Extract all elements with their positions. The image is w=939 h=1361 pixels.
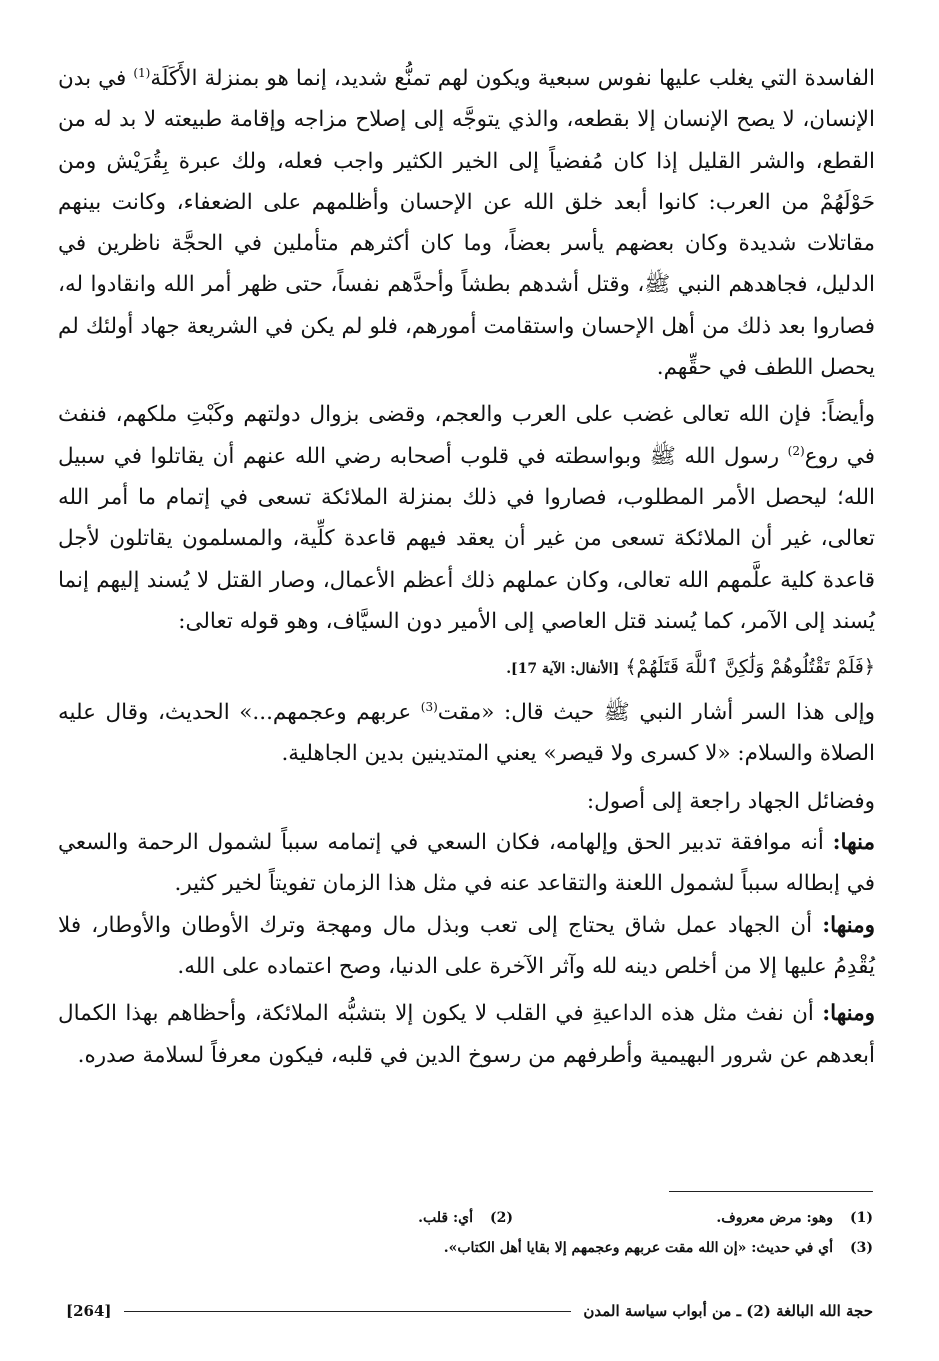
page-footer <box>66 1296 873 1326</box>
page-number: [264] <box>66 1302 112 1320</box>
paragraph-1: الفاسدة التي يغلب عليها نفوس سبعية ويكون لهم تمنُّع شديد، إنما هو بمنزلة الأَكَلَة$^{(1)}$ في بدن الإنسان، لا يصح الإنسان إلا بقطعه، والذي يتوجَّه إلى إصلاح مزاجه وإقامة طبيعته لا بد له من القطع، والشر القليل إذا كان مُفضياً إلى الخير الكثير واجب فعله، ولك عبرة بِقُرَيْش ومن حَوْلَهُمْ من العرب: كانوا أبعد خلق الله عن الإحسان وأظلمهم على الضعفاء، وكانت بينهم مقاتلات شديدة وكان بعضهم يأسر بعضاً، وما كان أكثرهم متأملين في الحجَّة ناظرين في الدليل، فجاهدهم النبي ﷺ، وقتل أشدهم بطشاً وأحدَّهم نفساً، حتى ظهر أمر الله وانقادوا له، فصاروا بعد ذلك من أهل الإحسان واستقامت أمورهم، فلو لم يكن في الشريعة جهاد أولئك لم يحصل اللطف في حقِّهم. <box>58 65 875 381</box>
body-text <box>58 58 875 1076</box>
footnote-1: (1) وهو: مرض معروف. <box>716 1210 873 1226</box>
paragraph-5: منها: أنه موافقة تدبير الحق وإلهامه، فكان السعي في إتمامه سبباً لشمول الرحمة والسعي في إبطاله سبباً لشمول اللعنة والتقاعد عنه في مثل هذا الزمان تفويتاً لخير كثير. <box>58 830 875 897</box>
paragraph-4: وفضائل الجهاد راجعة إلى أصول: <box>586 788 875 814</box>
footnote-ref-2[interactable]: (2) <box>787 443 805 458</box>
quran-verse <box>58 648 875 688</box>
paragraph-3: وإلى هذا السر أشار النبي ﷺ حيث قال: «مقت$^{(3)}$ عربهم وعجمهم...» الحديث، وقال عليه الصلاة والسلام: «لا كسرى ولا قيصر» يعني المتدينين بدين الجاهلية. <box>58 700 876 767</box>
paragraph-7: ومنها: أن نفث مثل هذه الداعيةِ في القلب لا يكون إلا بتشبُّه الملائكة، وأحظاهم بهذا الكمال أبعدهم عن شرور البهيمية وأطرفهم من رسوخ الدين في قلبه، فيكون معرفاً لسلامة صدره. <box>58 1001 875 1068</box>
footnote-ref-3[interactable]: (3) <box>420 700 438 714</box>
verse-text: ﴿فَلَمْ تَقْتُلُوهُمْ وَلَٰكِنَّ ٱللَّهَ قَتَلَهُمْ﴾ <box>625 656 875 679</box>
footer-divider <box>124 1311 572 1312</box>
footnote-divider <box>669 1191 873 1192</box>
footnotes <box>60 1203 873 1263</box>
footnote-ref-1[interactable]: (1) <box>133 65 151 80</box>
footnote-2: (2) أي: قلب. <box>418 1210 513 1226</box>
footnote-3: (3) أي في حديث: «إن الله مقت عربهم وعجمهم إلا بقايا أهل الكتاب». <box>443 1240 873 1256</box>
paragraph-2: وأيضاً: فإن الله تعالى غضب على العرب والعجم، وقضى بزوال دولتهم وكَبْتِ ملكهم، فنفث في روع$^{(2)}$ رسول الله ﷺ وبواسطته في قلوب أصحابه رضي الله عنهم أن يقاتلوا في سبيل الله؛ ليحصل الأمر المطلوب، فصاروا في ذلك بمنزلة الملائكة تسعى في إتمام ما أمر الله تعالى، غير أن الملائكة تسعى من غير أن يعقد فيهم قاعدة كلِّية، والمسلمون يقاتلون لأجل قاعدة كلية علَّمهم الله تعالى، وكان عملهم ذلك أعظم الأعمال، وصار القتل لا يُسند إليهم إنما يُسند إلى الآمر، كما يُسند قتل العاصي إلى الأمير دون السيَّاف، وهو قوله تعالى: <box>58 402 875 634</box>
footnote-row <box>60 1203 873 1233</box>
verse-reference: [الأنفال: الآية 17]. <box>506 661 620 678</box>
paragraph-6: ومنها: أن الجهاد عمل شاق يحتاج إلى تعب وبذل مال ومهجة وترك الأوطان والأوطار، فلا يُقْدِمُ عليها إلا من أخلص دينه لله وآثر الآخرة على الدنيا، وصح اعتماده على الله. <box>58 912 875 979</box>
running-title: حجة الله البالغة (2) ـ من أبواب سياسة المدن <box>583 1302 873 1320</box>
